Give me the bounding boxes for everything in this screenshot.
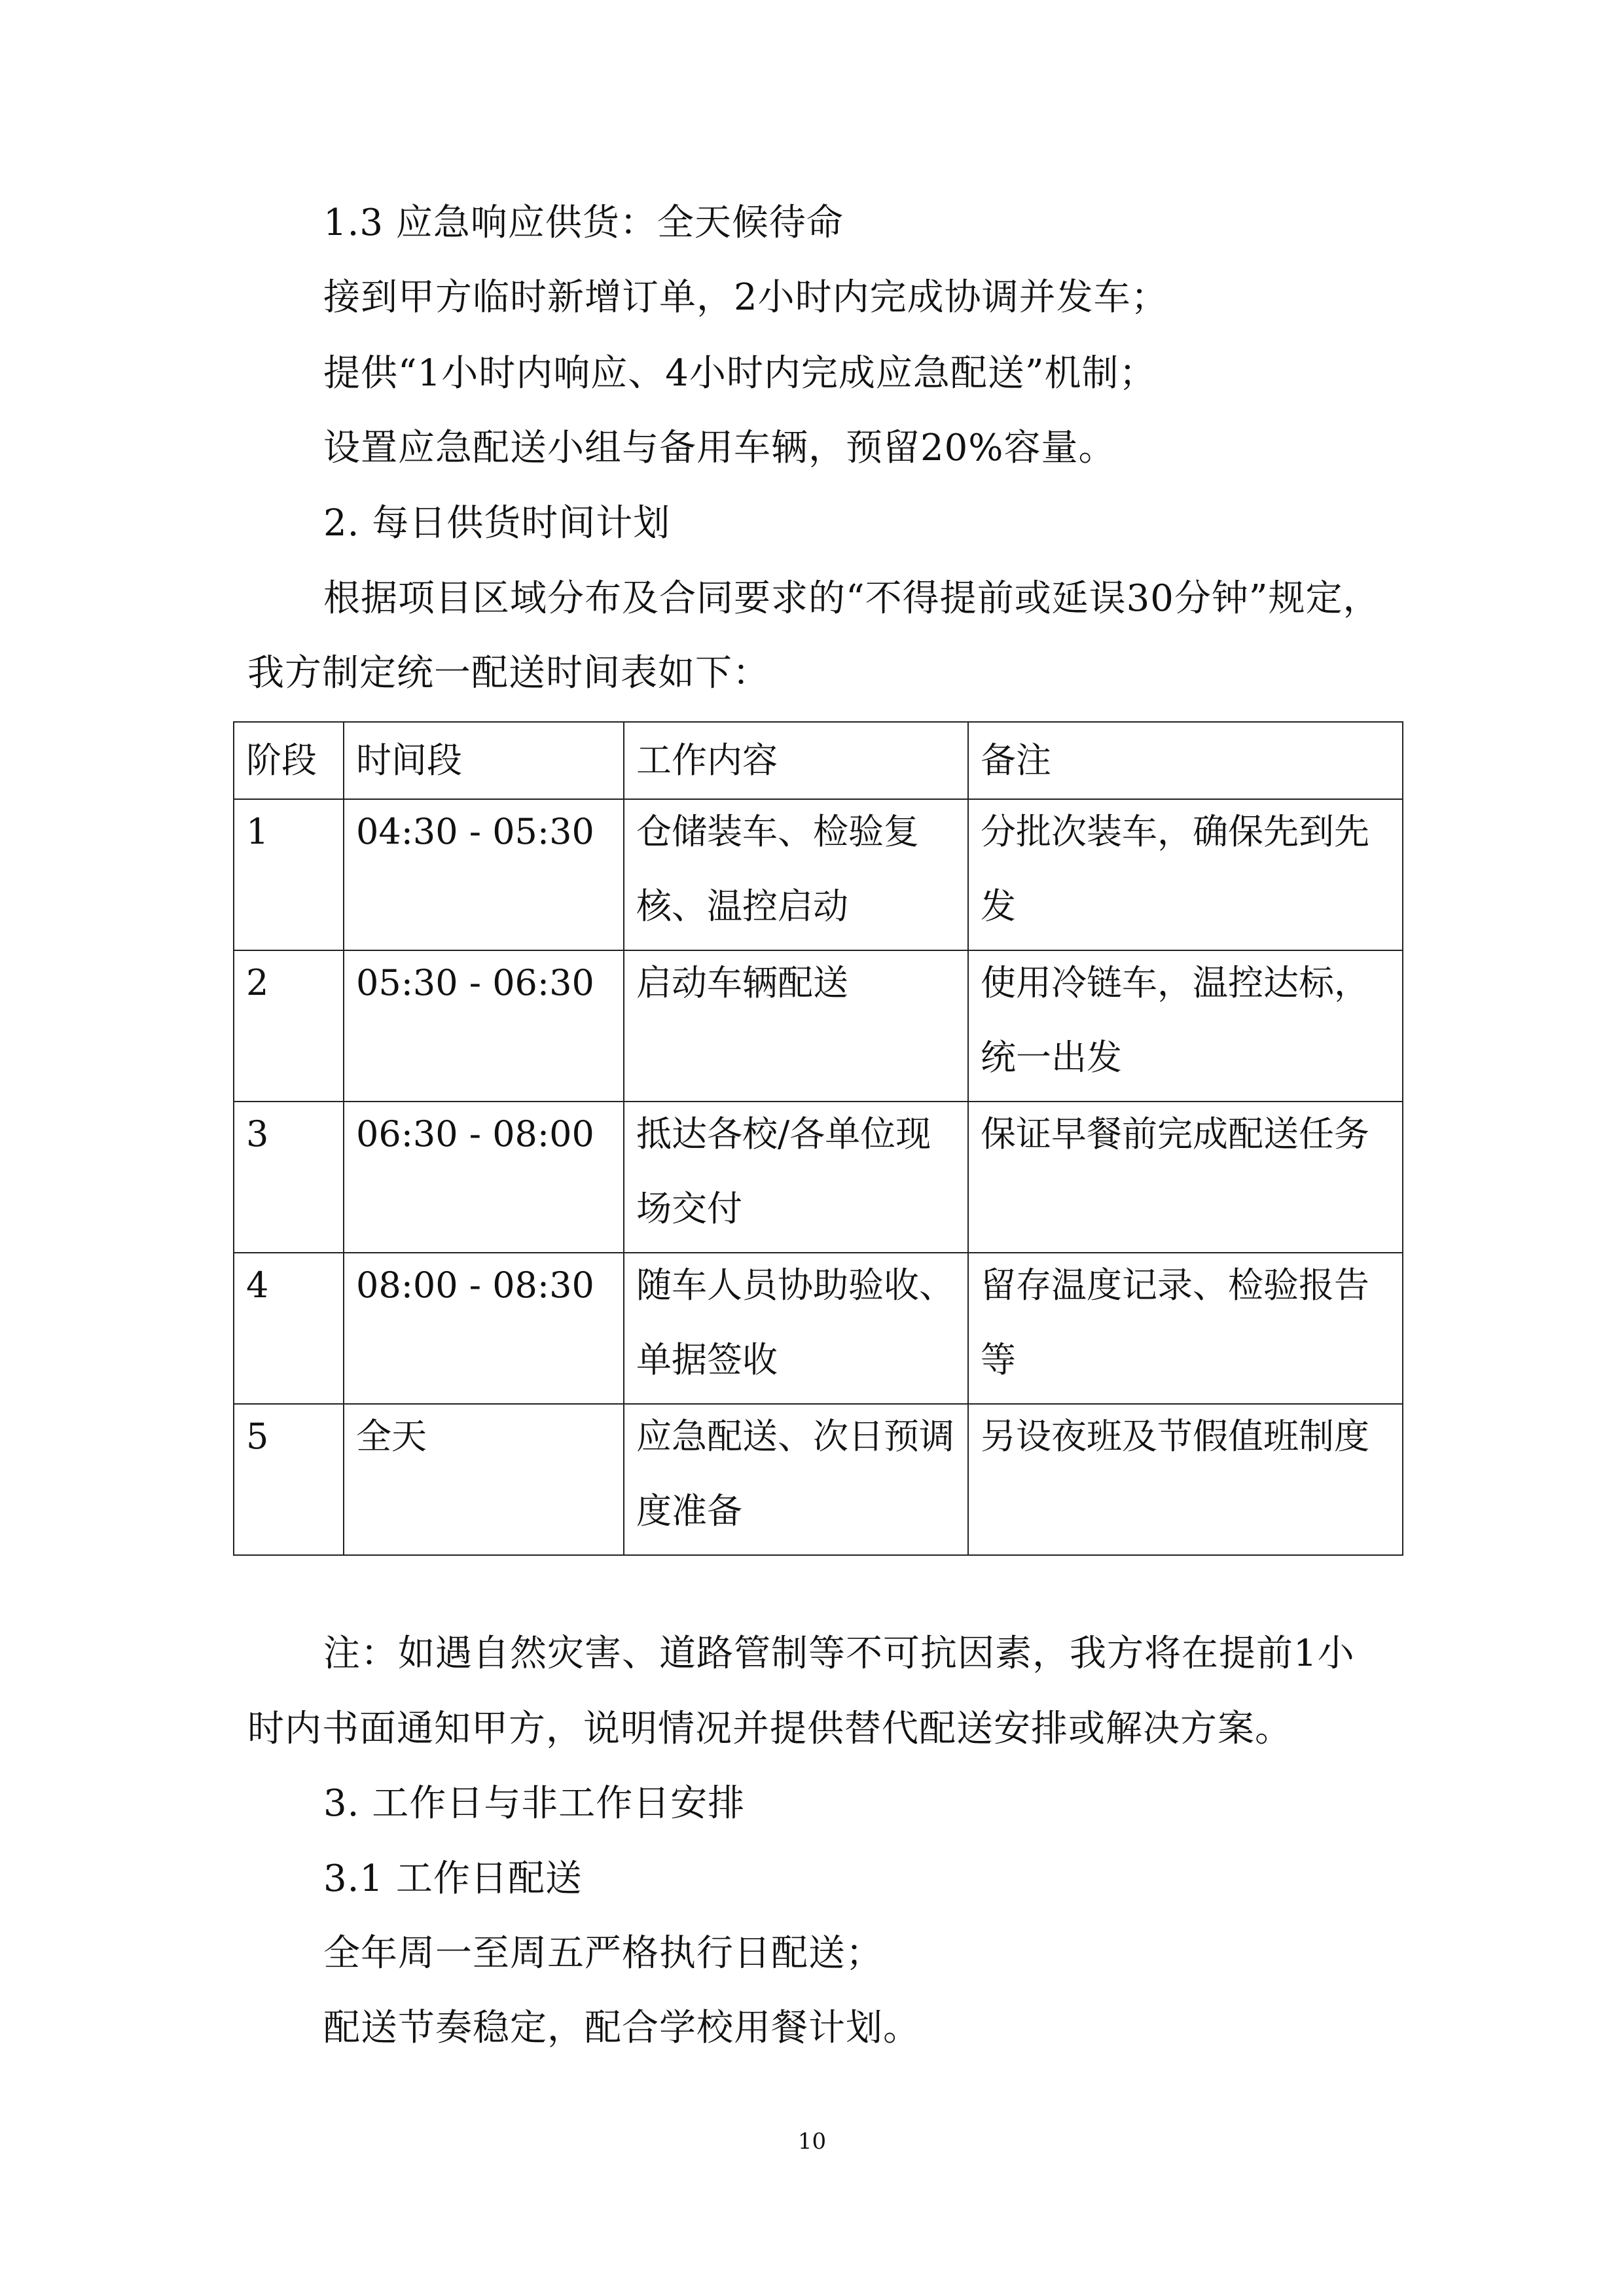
table-cell: 06:30 - 08:00 [344,1102,624,1253]
table-cell: 保证早餐前完成配送任务 [968,1102,1403,1253]
header-cell-stage: 阶段 [234,722,344,799]
table-cell: 2 [234,950,344,1102]
table-cell: 05:30 - 06:30 [344,950,624,1102]
table-row [234,799,1403,950]
table-cell: 全天 [344,1404,624,1555]
table-cell: 启动车辆配送 [624,950,968,1102]
paragraph-line: 根据项目区域分布及合同要求的“不得提前或延误30分钟”规定， [323,577,1380,620]
paragraph-line: 我方制定统一配送时间表如下： [247,652,770,694]
page-number: 10 [797,2128,827,2155]
table-cell: 1 [234,799,344,950]
paragraph-line: 设置应急配送小组与备用车辆，预留20%容量。 [323,427,1116,469]
table-cell: 3 [234,1102,344,1253]
paragraph-line: 全年周一至周五严格执行日配送； [323,1932,883,1975]
table-cell: 5 [234,1404,344,1555]
table-cell: 随车人员协助验收、单据签收 [624,1253,968,1404]
table-cell: 4 [234,1253,344,1404]
heading-3: 3. 工作日与非工作日安排 [323,1782,746,1825]
table-cell: 分批次装车，确保先到先发 [968,799,1403,950]
table-cell: 另设夜班及节假值班制度 [968,1404,1403,1555]
table-row [234,950,1403,1102]
schedule-table [233,721,1403,1556]
note-line: 时内书面通知甲方，说明情况并提供替代配送安排或解决方案。 [247,1708,1292,1750]
table-cell: 仓储装车、检验复核、温控启动 [624,799,968,950]
header-cell-remark: 备注 [968,722,1403,799]
paragraph-line: 提供“1小时内响应、4小时内完成应急配送”机制； [323,352,1157,395]
table-cell: 08:00 - 08:30 [344,1253,624,1404]
table-cell: 抵达各校/各单位现场交付 [624,1102,968,1253]
note-line: 注：如遇自然灾害、道路管制等不可抗因素，我方将在提前1小 [323,1632,1355,1675]
header-cell-work: 工作内容 [624,722,968,799]
heading-3-1: 3.1 工作日配送 [323,1857,583,1900]
table-cell: 使用冷链车，温控达标，统一出发 [968,950,1403,1102]
table-cell: 04:30 - 05:30 [344,799,624,950]
table-row [234,1404,1403,1555]
paragraph-line: 接到甲方临时新增订单，2小时内完成协调并发车； [323,276,1168,319]
header-cell-time: 时间段 [344,722,624,799]
heading-1-3: 1.3 应急响应供货：全天候待命 [323,202,844,244]
table-row [234,1102,1403,1253]
table-cell: 应急配送、次日预调度准备 [624,1404,968,1555]
heading-2: 2. 每日供货时间计划 [323,502,671,545]
table-cell: 留存温度记录、检验报告等 [968,1253,1403,1404]
table-header-row [234,722,1403,799]
table-row [234,1253,1403,1404]
paragraph-line: 配送节奏稳定，配合学校用餐计划。 [323,2007,920,2049]
